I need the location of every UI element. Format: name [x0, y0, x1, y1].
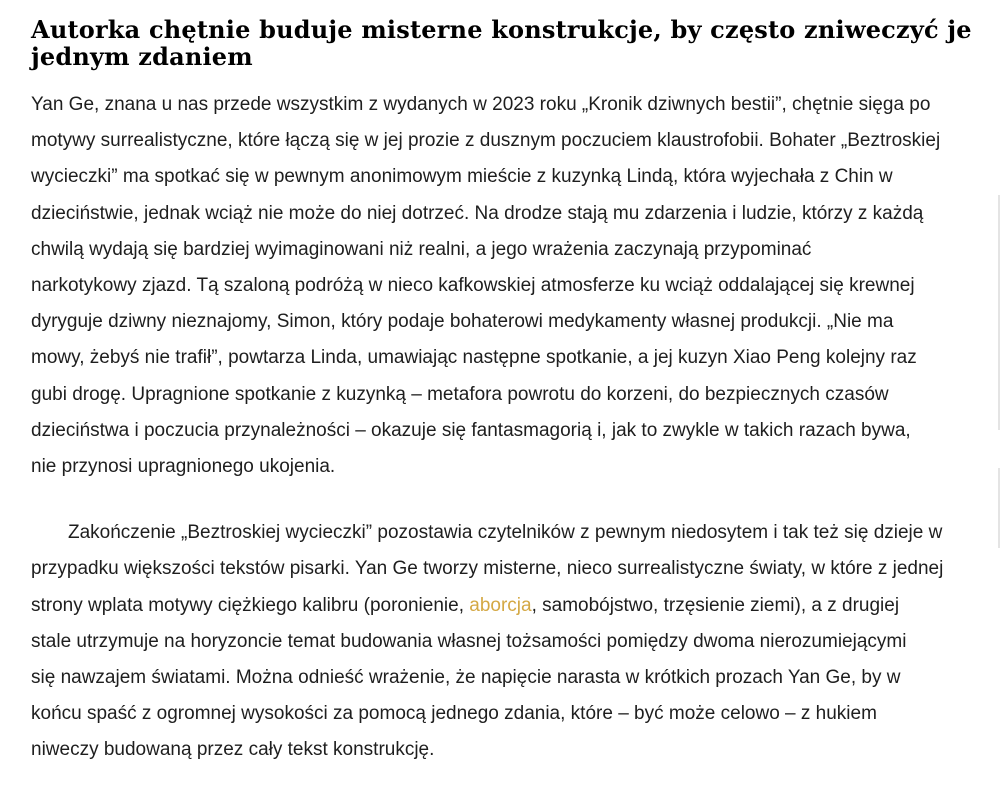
text-line: dyryguje dziwny nieznajomy, Simon, który podaje bohaterowi medykamenty własnej produkcji. „Nie ma — [31, 311, 894, 333]
text-line: mowy, żebyś nie trafił”, powtarza Linda, umawiając następne spotkanie, a jej kuzyn Xiao Peng kolejny raz — [31, 347, 917, 369]
text-line: Yan Ge, znana u nas przede wszystkim z wydanych w 2023 roku „Kronik dziwnych bestii”, chętnie sięga po — [31, 94, 931, 115]
text-segment: strony wplata motywy ciężkiego kalibru (poronienie, — [31, 594, 470, 616]
text-line: stale utrzymuje na horyzoncie temat budowania własnej tożsamości pomiędzy dwoma nierozumiejącymi — [31, 630, 907, 652]
paragraph-2 — [31, 515, 991, 768]
text-line: się nawzajem światami. Można odnieść wrażenie, że napięcie narasta w krótkich prozach Yan Ge, by w — [31, 667, 901, 689]
text-line: przypadku większości tekstów pisarki. Yan Ge tworzy misterne, nieco surrealistyczne światy, w które z jednej — [31, 558, 944, 580]
text-line: dzieciństwie, jednak wciąż nie może do niej dotrzeć. Na drodze stają mu zdarzenia i ludzie, którzy z każdą — [31, 202, 924, 224]
text-segment: , samobójstwo, trzęsienie ziemi), a z drugiej — [531, 594, 900, 616]
text-line: motywy surrealistyczne, które łączą się w jej prozie z dusznym poczuciem klaustrofobii. Bohater „Beztroskiej — [31, 130, 941, 152]
text-line: wycieczki” ma spotkać się w pewnym anonimowym mieście z kuzynką Lindą, która wyjechała z Chin w — [31, 166, 893, 188]
text-line: końcu spaść z ogromnej wysokości za pomocą jednego zdania, które – być może celowo – z hukiem — [31, 703, 877, 725]
text-line: narkotykowy zjazd. Tą szaloną podróżą w nieco kafkowskiej atmosferze ku wciąż oddalającej się krewnej — [31, 275, 915, 297]
text-line: Zakończenie „Beztroskiej wycieczki” pozostawia czytelników z pewnym niedosytem i tak też się dzieje w — [68, 522, 943, 544]
text-line: dzieciństwa i poczucia przynależności – okazuje się fantasmagorią i, jak to zwykle w takich razach bywa, — [31, 419, 911, 441]
article-heading: Autorka chętnie buduje misterne konstrukcje, by często zniweczyć je jednym zdaniem — [31, 15, 972, 71]
paragraph-1 — [31, 87, 991, 485]
text-line: gubi drogę. Upragnione spotkanie z kuzynką – metafora powrotu do korzeni, do bezpiecznych czasów — [31, 383, 889, 405]
text-line: chwilą wydają się bardziej wyimaginowani niż realni, a jego wrażenia zaczynają przypominać — [31, 238, 812, 260]
text-line: nie przynosi upragnionego ukojenia. — [31, 456, 336, 478]
article — [31, 16, 991, 769]
text-line: niweczy budowaną przez cały tekst konstrukcję. — [31, 739, 435, 761]
text-line — [31, 588, 991, 624]
aborcja-link[interactable]: aborcja — [469, 594, 532, 616]
